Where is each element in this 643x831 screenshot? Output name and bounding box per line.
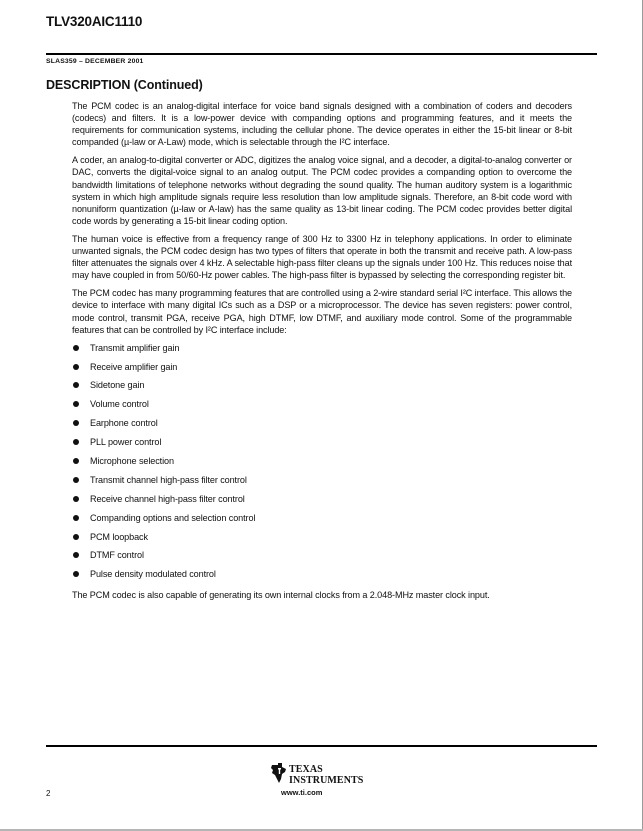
document-id: SLAS359 – DECEMBER 2001	[46, 58, 144, 65]
bullet-icon	[73, 571, 79, 577]
list-item: Microphone selection	[72, 455, 572, 474]
footer-rule	[46, 745, 597, 747]
list-item: PCM loopback	[72, 531, 572, 550]
bullet-icon	[73, 515, 79, 521]
list-item: Transmit amplifier gain	[72, 342, 572, 361]
header-rule	[46, 53, 597, 55]
feature-list	[72, 342, 572, 588]
list-item: Sidetone gain	[72, 379, 572, 398]
texas-instruments-wordmark: TEXAS INSTRUMENTS	[289, 764, 364, 786]
list-item: Receive channel high-pass filter control	[72, 493, 572, 512]
paragraph-programming: The PCM codec has many programming features that are controlled using a 2-wire standard serial I²C interface. This allows the device to interface with many digital ICs such as a DSP or a microprocessor. The device has seven registers: power control, mode control, transmit PGA, receive PGA, high DTMF, low DTMF, and auxiliary mode control. Some of the programmable features that can be controlled by I²C interface include:	[72, 288, 572, 335]
texas-instruments-logo	[270, 762, 364, 800]
list-item: Transmit channel high-pass filter control	[72, 474, 572, 493]
bullet-icon	[73, 401, 79, 407]
texas-instruments-logo-icon	[270, 762, 288, 784]
bullet-icon	[73, 382, 79, 388]
bullet-icon	[73, 345, 79, 351]
bullet-icon	[73, 534, 79, 540]
bullet-icon	[73, 420, 79, 426]
bullet-icon	[73, 439, 79, 445]
list-item: PLL power control	[72, 436, 572, 455]
body-text	[72, 100, 572, 607]
bullet-icon	[73, 477, 79, 483]
paragraph-intro: The PCM codec is an analog-digital interface for voice band signals designed with a combination of coders and decoders (codecs) and filters. It is a low-power device with companding options and programming features, and it meets the requirements for communication systems, including the cellular phone. The device operates in either the 15-bit linear or 8-bit companded (µ-law or A-Law) mode, which is selectable through the I²C interface.	[72, 101, 572, 148]
section-title: DESCRIPTION (Continued)	[46, 78, 203, 92]
bullet-icon	[73, 364, 79, 370]
website-url: www.ti.com	[281, 788, 323, 797]
paragraph-coder: A coder, an analog-to-digital converter or ADC, digitizes the analog voice signal, and a decoder, a digital-to-analog converter or DAC, converts the digital-voice signal to an analog output. The PCM codec provides a companding option to overcome the bandwidth limitations of telephone networks without degrading the sound quality. The human auditory system is a logarithmic system in which high amplitude signals require less resolution than low amplitude signals. Therefore, an 8-bit code word with nonuniform quantization (µ-law or A-law) has the same quality as 13-bit linear coding. The PCM codec provides better digital code words by generating a 15-bit linear coding option.	[72, 155, 572, 226]
list-item: Receive amplifier gain	[72, 361, 572, 380]
list-item: Pulse density modulated control	[72, 568, 572, 587]
list-item: Earphone control	[72, 417, 572, 436]
list-item: Volume control	[72, 398, 572, 417]
bullet-icon	[73, 496, 79, 502]
paragraph-closing: The PCM codec is also capable of generating its own internal clocks from a 2.048-MHz master clock input.	[72, 590, 490, 601]
paragraph-filters: The human voice is effective from a frequency range of 300 Hz to 3300 Hz in telephony applications. In order to eliminate unwanted signals, the PCM codec design has two types of filters that operate in both the transmit and receive path. A low-pass filter attenuates the signals over 4 kHz. A selectable high-pass filter cleans up the signals under 100 Hz. This reduces noise that may have coupled in from 50/60-Hz power cables. The high-pass filter is bypassed by selecting the corresponding register bit.	[72, 233, 572, 281]
bullet-icon	[73, 458, 79, 464]
part-number-heading: TLV320AIC1110	[46, 14, 143, 29]
page-number: 2	[46, 789, 51, 798]
bullet-icon	[73, 552, 79, 558]
list-item: DTMF control	[72, 549, 572, 568]
list-item: Companding options and selection control	[72, 512, 572, 531]
